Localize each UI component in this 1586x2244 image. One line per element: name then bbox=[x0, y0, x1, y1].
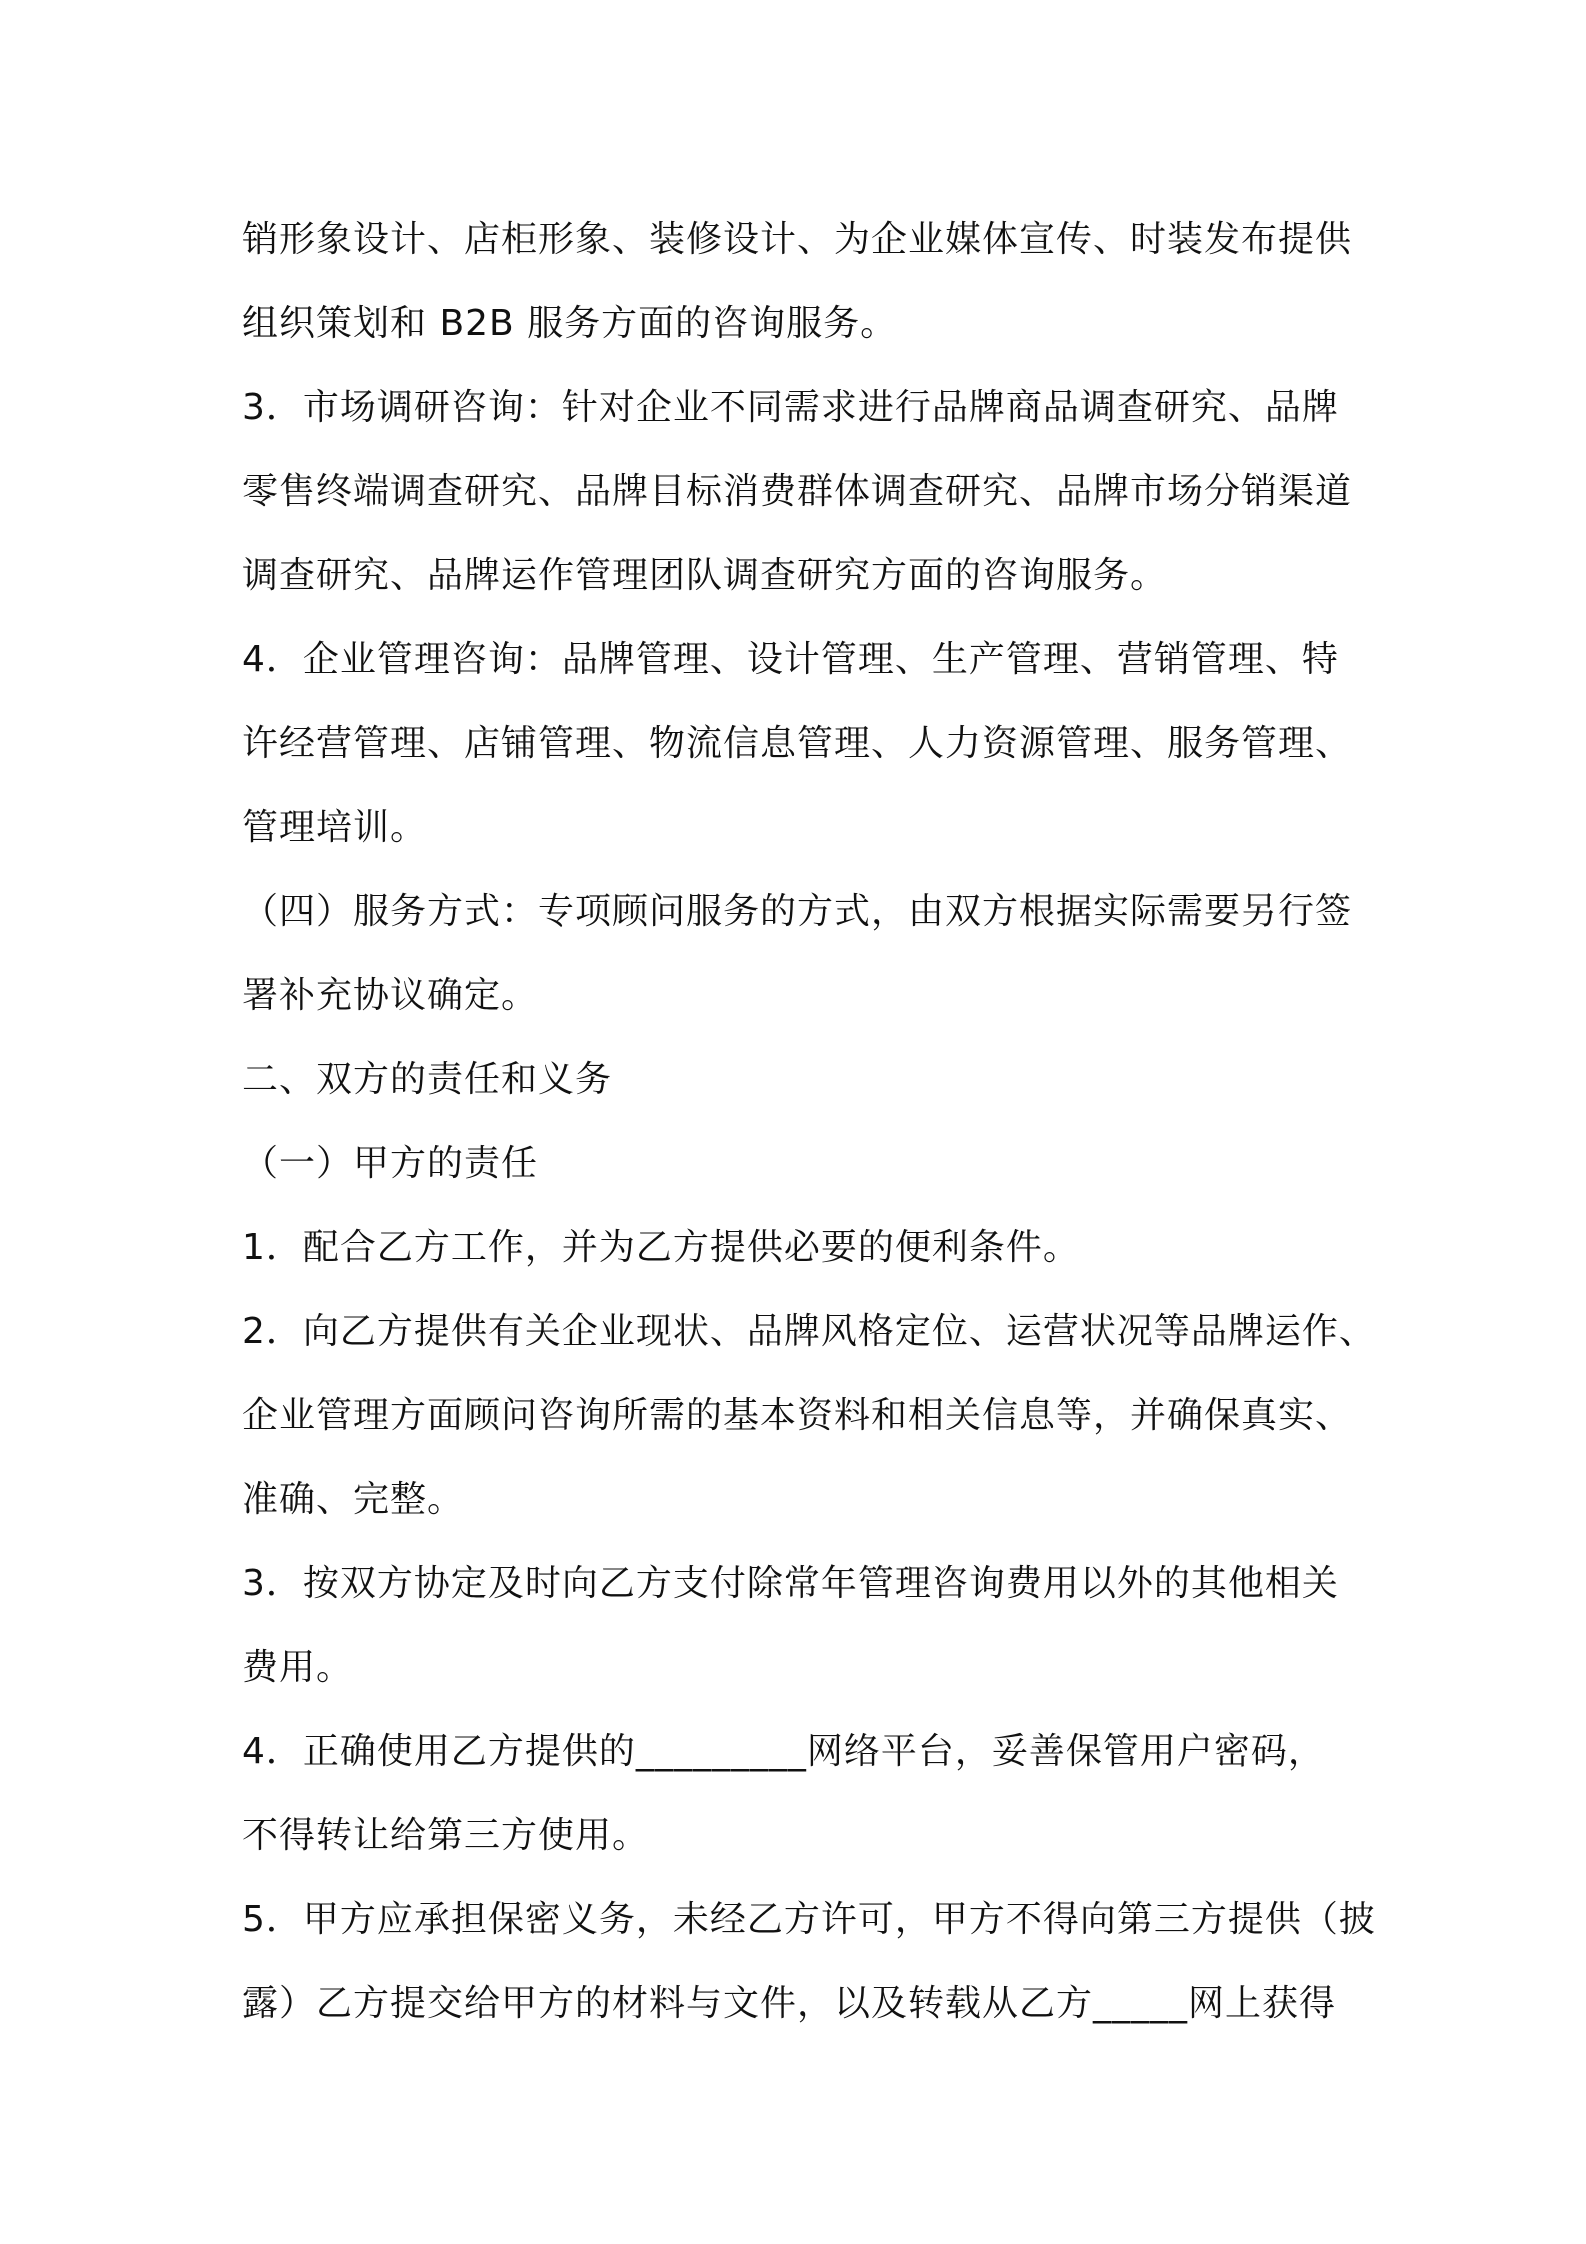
text-line: 5．甲方应承担保密义务，未经乙方许可，甲方不得向第三方提供（披 bbox=[242, 1899, 1376, 1940]
text-line: 2．向乙方提供有关企业现状、品牌风格定位、运营状况等品牌运作、 bbox=[242, 1311, 1376, 1352]
text-line: 准确、完整。 bbox=[242, 1479, 465, 1520]
contract-body-text bbox=[242, 198, 1392, 2046]
text-line: 3．市场调研咨询：针对企业不同需求进行品牌商品调查研究、品牌 bbox=[242, 387, 1339, 428]
text-line: 费用。 bbox=[242, 1647, 354, 1688]
text-line: 署补充协议确定。 bbox=[242, 975, 539, 1016]
text-line: 零售终端调查研究、品牌目标消费群体调查研究、品牌市场分销渠道 bbox=[242, 471, 1353, 512]
text-line: 1．配合乙方工作，并为乙方提供必要的便利条件。 bbox=[242, 1227, 1080, 1268]
text-line: 4．正确使用乙方提供的_________网络平台，妥善保管用户密码， bbox=[242, 1731, 1325, 1772]
text-line: 4．企业管理咨询：品牌管理、设计管理、生产管理、营销管理、特 bbox=[242, 639, 1339, 680]
text-line: 调查研究、品牌运作管理团队调查研究方面的咨询服务。 bbox=[242, 555, 1168, 596]
text-line: 管理培训。 bbox=[242, 807, 428, 848]
subsection-heading: （一）甲方的责任 bbox=[242, 1143, 539, 1184]
text-line: 露）乙方提交给甲方的材料与文件，以及转载从乙方_____网上获得 bbox=[242, 1983, 1337, 2024]
text-line: 不得转让给第三方使用。 bbox=[242, 1815, 650, 1856]
text-line: 企业管理方面顾问咨询所需的基本资料和相关信息等，并确保真实、 bbox=[242, 1395, 1353, 1436]
text-line: （四）服务方式：专项顾问服务的方式，由双方根据实际需要另行签 bbox=[242, 891, 1353, 932]
text-line: 组织策划和 B2B 服务方面的咨询服务。 bbox=[242, 303, 898, 344]
text-line: 3．按双方协定及时向乙方支付除常年管理咨询费用以外的其他相关 bbox=[242, 1563, 1339, 1604]
section-heading: 二、双方的责任和义务 bbox=[242, 1059, 613, 1100]
text-line: 许经营管理、店铺管理、物流信息管理、人力资源管理、服务管理、 bbox=[242, 723, 1353, 764]
text-line: 销形象设计、店柜形象、装修设计、为企业媒体宣传、时装发布提供 bbox=[242, 219, 1353, 260]
